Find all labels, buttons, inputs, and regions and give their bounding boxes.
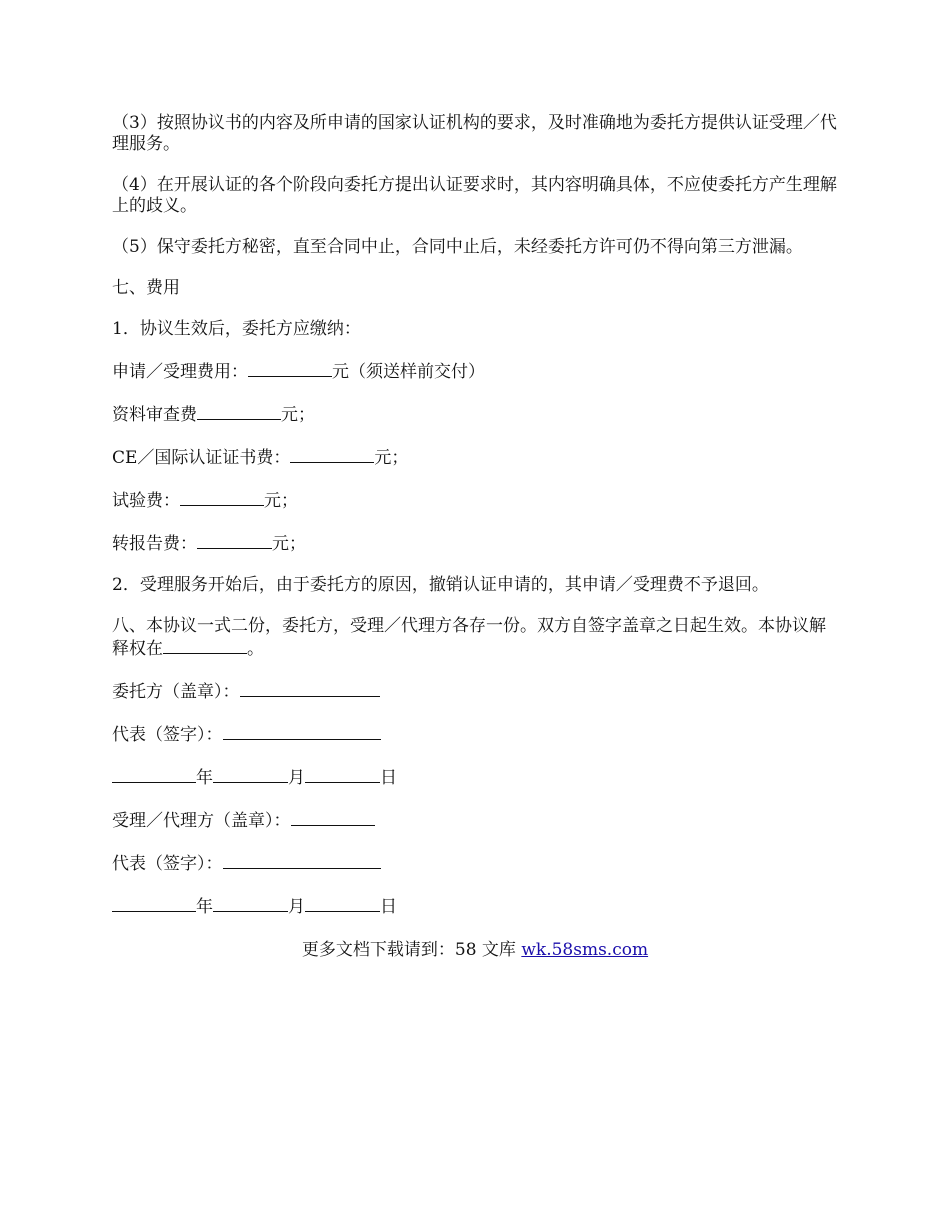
blank-line xyxy=(197,403,281,420)
month-label: 月 xyxy=(288,897,305,917)
client-rep-line xyxy=(112,723,842,746)
section-7-heading: 七、费用 xyxy=(112,278,180,298)
section-8-text: 八、本协议一式二份，委托方，受理／代理方各存一份。双方自签字盖章之日起生效。本协议解释权在 xyxy=(112,616,826,659)
blank-line xyxy=(112,766,196,783)
blank-line xyxy=(290,446,374,463)
day-label: 日 xyxy=(380,768,397,788)
blank-line xyxy=(305,895,380,912)
day-label: 日 xyxy=(380,897,397,917)
client-seal-label: 委托方（盖章）： xyxy=(112,682,240,702)
fee-test-suffix: 元； xyxy=(264,491,298,511)
blank-line xyxy=(248,360,332,377)
footer-text: 更多文档下载请到：58 文库 xyxy=(301,940,522,960)
agent-rep-label: 代表（签字）： xyxy=(112,854,223,874)
month-label: 月 xyxy=(288,768,305,788)
agent-date-line xyxy=(112,895,842,918)
section-8 xyxy=(112,616,842,660)
fee-application-suffix: 元（须送样前交付） xyxy=(332,362,485,382)
blank-line xyxy=(240,680,380,697)
fee-test xyxy=(112,489,842,512)
blank-line xyxy=(213,895,288,912)
footer xyxy=(0,940,950,961)
fee-cert-label: CE／国际认证证书费： xyxy=(112,448,291,468)
client-date-line xyxy=(112,766,842,789)
paragraph-4: （4）在开展认证的各个阶段向委托方提出认证要求时，其内容明确具体，不应使委托方产生理解上的歧义。 xyxy=(112,175,837,216)
fee-application xyxy=(112,360,842,383)
blank-line xyxy=(305,766,380,783)
blank-line xyxy=(180,489,264,506)
agent-seal-line xyxy=(112,809,842,832)
fee-report xyxy=(112,532,842,555)
section-8-end: 。 xyxy=(247,639,264,659)
fees-item-2: 2．受理服务开始后，由于委托方的原因，撤销认证申请的，其申请／受理费不予退回。 xyxy=(112,575,769,595)
fee-cert-suffix: 元； xyxy=(374,448,409,468)
blank-line xyxy=(291,809,375,826)
fees-item-1: 1．协议生效后，委托方应缴纳： xyxy=(112,319,361,339)
blank-line xyxy=(112,895,196,912)
footer-link[interactable]: wk.58sms.com xyxy=(521,940,649,960)
fee-test-label: 试验费： xyxy=(112,491,180,511)
fee-review-suffix: 元； xyxy=(281,405,315,425)
fee-review-label: 资料审查费 xyxy=(112,405,197,425)
paragraph-5: （5）保守委托方秘密，直至合同中止，合同中止后，未经委托方许可仍不得向第三方泄漏。 xyxy=(112,237,803,257)
fee-certificate xyxy=(112,446,842,469)
agent-rep-line xyxy=(112,852,842,875)
fee-report-suffix: 元； xyxy=(272,534,306,554)
fee-application-label: 申请／受理费用： xyxy=(112,362,248,382)
blank-line xyxy=(213,766,288,783)
client-seal-line xyxy=(112,680,842,703)
blank-line xyxy=(163,637,247,654)
agent-seal-label: 受理／代理方（盖章）： xyxy=(112,811,291,831)
blank-line xyxy=(223,723,381,740)
client-rep-label: 代表（签字）： xyxy=(112,725,223,745)
blank-line xyxy=(197,532,272,549)
year-label: 年 xyxy=(196,897,213,917)
fee-review xyxy=(112,403,842,426)
fee-report-label: 转报告费： xyxy=(112,534,197,554)
document-body xyxy=(112,113,842,938)
blank-line xyxy=(223,852,381,869)
paragraph-3: （3）按照协议书的内容及所申请的国家认证机构的要求，及时准确地为委托方提供认证受理／代理服务。 xyxy=(112,113,837,154)
year-label: 年 xyxy=(196,768,213,788)
